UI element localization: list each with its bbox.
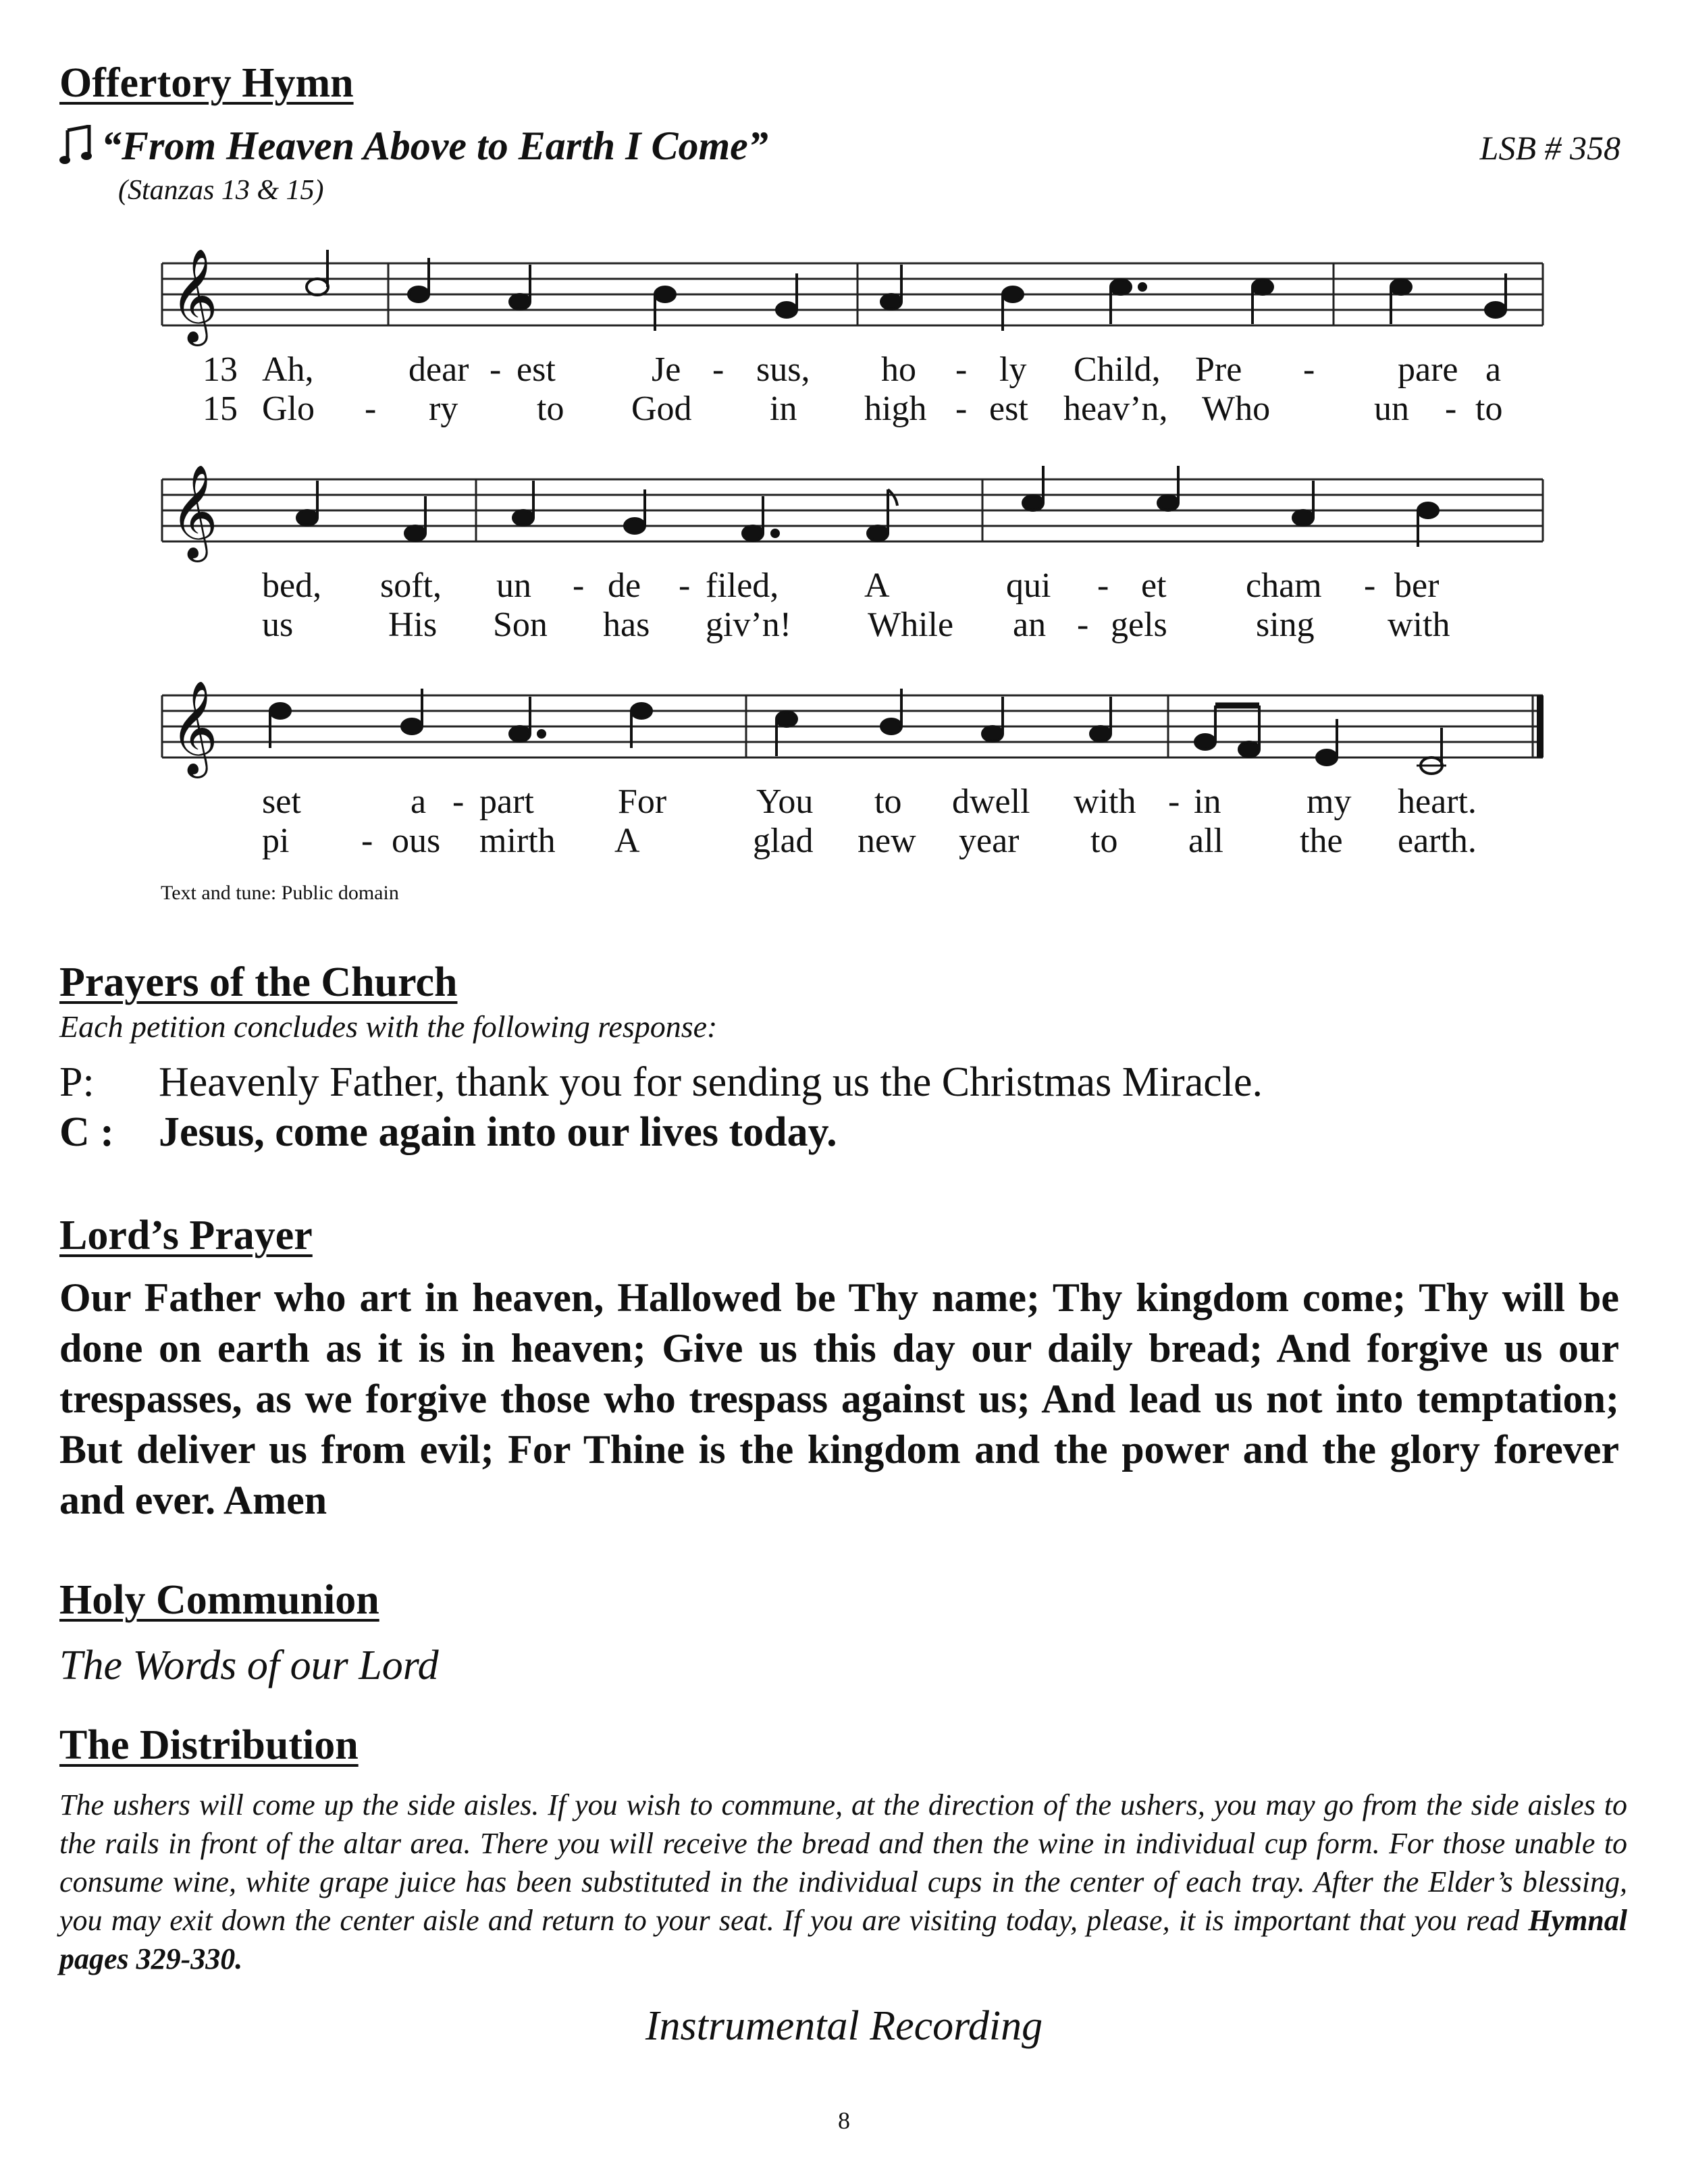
lyric-syllable: my bbox=[1307, 782, 1352, 821]
lyric-syllable: qui bbox=[1006, 566, 1051, 605]
lyric-syllable: un bbox=[496, 566, 531, 605]
lyric-syllable: de bbox=[608, 566, 641, 605]
lyric-syllable: God bbox=[631, 390, 692, 428]
lyric-syllable: mirth bbox=[479, 822, 556, 860]
lyric-syllable: You bbox=[756, 782, 814, 821]
stanza-number: 13 bbox=[203, 350, 238, 389]
lords-prayer-heading: Lord’s Prayer bbox=[59, 1213, 313, 1258]
lyric-syllable: Child, bbox=[1074, 350, 1161, 389]
lyric-syllable: - bbox=[1077, 606, 1089, 644]
congregation-label: C : bbox=[59, 1109, 114, 1155]
lyric-syllable: with bbox=[1074, 782, 1136, 821]
lyric-syllable: Son bbox=[493, 606, 548, 644]
lyric-syllable: new bbox=[858, 822, 916, 860]
lyric-syllable: year bbox=[959, 822, 1020, 860]
lyric-syllable: Who bbox=[1202, 390, 1271, 428]
lyric-syllable: est bbox=[989, 390, 1028, 428]
lyric-syllable: us bbox=[262, 606, 294, 644]
distribution-text bbox=[59, 1786, 1627, 1978]
lyric-syllable: in bbox=[770, 390, 797, 428]
lyric-syllable: dwell bbox=[952, 782, 1030, 821]
lyric-syllable: pi bbox=[262, 822, 290, 860]
lyric-syllable: cham bbox=[1246, 566, 1322, 605]
hymn-number: LSB # 358 bbox=[1479, 129, 1620, 167]
page-number: 8 bbox=[838, 2107, 850, 2134]
lyric-syllable: pare bbox=[1398, 350, 1458, 389]
lyric-syllable: to bbox=[537, 390, 564, 428]
lyric-syllable: While bbox=[868, 606, 954, 644]
stanza-note: (Stanzas 13 & 15) bbox=[118, 175, 324, 206]
lyric-syllable: high bbox=[864, 390, 927, 428]
lyric-syllable: - bbox=[1303, 350, 1315, 389]
lords-prayer-text: Our Father who art in heaven, Hallowed be Thy name; Thy kingdom come; Thy will be done on earth as it is in heaven; Give us this day our daily bread; And forgive us our trespasses, as we forgive those who trespass against us; And lead us not into temptation; But deliver us from evil; For Thine is the kingdom and the power and the glory forever and ever. Amen bbox=[59, 1275, 1619, 1522]
lyric-syllable: - bbox=[452, 782, 465, 821]
lyric-syllable: - bbox=[365, 390, 377, 428]
lyric-syllable: has bbox=[603, 606, 650, 644]
lyric-syllable: heart. bbox=[1398, 782, 1477, 821]
stanza-number: 15 bbox=[203, 390, 238, 428]
lyric-syllable: - bbox=[955, 390, 968, 428]
lyric-syllable: For bbox=[618, 782, 667, 821]
lyric-syllable: - bbox=[573, 566, 585, 605]
lyric-syllable: - bbox=[1445, 390, 1457, 428]
music-staff-3 bbox=[155, 682, 1546, 783]
lyric-syllable: sus, bbox=[756, 350, 810, 389]
lyric-syllable: a bbox=[411, 782, 427, 821]
lyric-syllable: Ah, bbox=[262, 350, 314, 389]
lyric-syllable: ho bbox=[881, 350, 916, 389]
prayers-instruction: Each petition concludes with the following response: bbox=[59, 1009, 718, 1044]
congregation-text: Jesus, come again into our lives today. bbox=[159, 1109, 837, 1155]
lyric-syllable: Je bbox=[652, 350, 681, 389]
lyric-syllable: est bbox=[517, 350, 556, 389]
offertory-heading: Offertory Hymn bbox=[59, 60, 354, 106]
lyric-syllable: to bbox=[874, 782, 902, 821]
lyric-syllable: to bbox=[1475, 390, 1503, 428]
lyric-syllable: ous bbox=[392, 822, 441, 860]
music-note-icon bbox=[59, 125, 92, 169]
lyric-syllable: filed, bbox=[706, 566, 779, 605]
lyric-syllable: Pre bbox=[1195, 350, 1242, 389]
lyric-syllable: to bbox=[1090, 822, 1118, 860]
lyric-syllable: - bbox=[955, 350, 968, 389]
words-of-our-lord: The Words of our Lord bbox=[59, 1643, 439, 1688]
lyric-syllable: a bbox=[1485, 350, 1502, 389]
lyric-syllable: an bbox=[1013, 606, 1047, 644]
lyric-syllable: dear bbox=[408, 350, 469, 389]
lyric-syllable: - bbox=[1364, 566, 1376, 605]
lyric-syllable: Glo bbox=[262, 390, 315, 428]
prayers-heading: Prayers of the Church bbox=[59, 959, 458, 1005]
lyric-syllable: - bbox=[1168, 782, 1180, 821]
lyric-syllable: soft, bbox=[380, 566, 442, 605]
lyric-syllable: bed, bbox=[262, 566, 322, 605]
copyright-credit: Text and tune: Public domain bbox=[161, 882, 399, 904]
lyric-syllable: His bbox=[388, 606, 438, 644]
distribution-body: The ushers will come up the side aisles. If you wish to commune, at the direction of the ushers, you may go from the side aisles to the rails in front of the altar area. There you will receive the bread and then the wine in individual cup form. For those unable to consume wine, white grape juice has been substituted in the individual cups in the center of each tray. After the Elder’s blessing, you may exit down the center aisle and return to your seat. If you are visiting today, please, it is important that you read bbox=[59, 1788, 1627, 1937]
svg-text:𝄞: 𝄞 bbox=[170, 683, 218, 772]
lyric-syllable: A bbox=[864, 566, 890, 605]
svg-text:𝄞: 𝄞 bbox=[170, 250, 218, 340]
pastor-label: P: bbox=[59, 1059, 95, 1105]
lyric-syllable: ry bbox=[429, 390, 458, 428]
lyric-syllable: - bbox=[361, 822, 373, 860]
lyric-syllable: part bbox=[479, 782, 534, 821]
music-staff-1 bbox=[155, 250, 1546, 351]
lyric-syllable: giv’n! bbox=[706, 606, 792, 644]
instrumental-recording: Instrumental Recording bbox=[645, 2003, 1043, 2049]
distribution-heading: The Distribution bbox=[59, 1722, 359, 1768]
lyric-syllable: - bbox=[679, 566, 691, 605]
lyric-syllable: in bbox=[1194, 782, 1221, 821]
lyric-syllable: all bbox=[1188, 822, 1223, 860]
hymnal-reference: Hymnal pages 329-330. bbox=[59, 1904, 1627, 1975]
lyric-syllable: glad bbox=[753, 822, 814, 860]
lyric-syllable: set bbox=[262, 782, 301, 821]
svg-text:𝄞: 𝄞 bbox=[170, 467, 218, 556]
lyric-syllable: et bbox=[1141, 566, 1167, 605]
lyric-syllable: with bbox=[1388, 606, 1450, 644]
lyric-syllable: gels bbox=[1111, 606, 1167, 644]
lyric-syllable: - bbox=[1097, 566, 1109, 605]
lyric-syllable: ly bbox=[999, 350, 1027, 389]
lyric-syllable: the bbox=[1300, 822, 1343, 860]
communion-heading: Holy Communion bbox=[59, 1577, 379, 1623]
lyric-syllable: - bbox=[712, 350, 724, 389]
lyric-syllable: heav’n, bbox=[1063, 390, 1168, 428]
pastor-text: Heavenly Father, thank you for sending us the Christmas Miracle. bbox=[159, 1059, 1263, 1105]
lyric-syllable: A bbox=[614, 822, 640, 860]
lyric-syllable: un bbox=[1374, 390, 1409, 428]
hymn-title: “From Heaven Above to Earth I Come” bbox=[101, 124, 768, 168]
lyric-syllable: sing bbox=[1256, 606, 1315, 644]
lyric-syllable: - bbox=[490, 350, 502, 389]
music-staff-2 bbox=[155, 466, 1546, 567]
lyric-syllable: ber bbox=[1394, 566, 1440, 605]
lyric-syllable: earth. bbox=[1398, 822, 1477, 860]
